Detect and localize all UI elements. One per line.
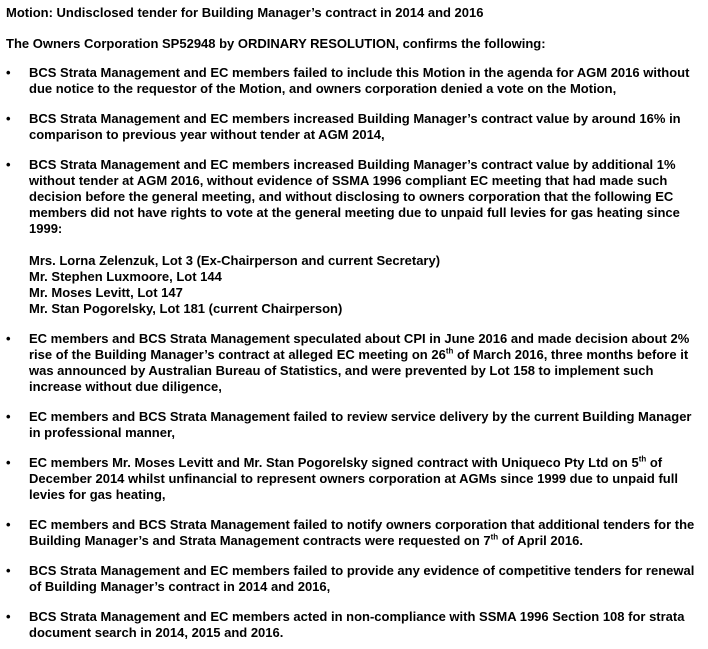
list-item-text: BCS Strata Management and EC members increased Building Manager’s contract value by additional 1% without tender at AGM 2016, without evidence of SSMA 1996 compliant EC meeting that had made such decision before the general meeting, and without disclosing to owners corporation that the following EC members did not have rights to vote at the general meeting due to unpaid full levies for gas heating since 1999: bbox=[29, 157, 680, 236]
text-segment: of April 2016. bbox=[498, 533, 583, 548]
ec-member: Mrs. Lorna Zelenzuk, Lot 3 (Ex-Chairperson and current Secretary) bbox=[29, 253, 441, 268]
ordinal-suffix: th bbox=[490, 532, 499, 542]
list-item-text: BCS Strata Management and EC members increased Building Manager’s contract value by around 16% in comparison to previous year without tender at AGM 2014, bbox=[29, 111, 681, 142]
text-segment: of March 2016, three months before it was announced by Australian Bureau of Statistics, and were prevented by Lot 158 to implement such increase without due diligence, bbox=[29, 347, 689, 394]
text-segment: EC members and BCS Strata Management failed to notify owners corporation that additional tenders for the Building Manager’s and Strata Management contracts were requested on 7 bbox=[29, 517, 695, 548]
list-item-text: EC members and BCS Strata Management failed to review service delivery by the current Building Manager in professional manner, bbox=[29, 409, 692, 440]
resolution-intro: The Owners Corporation SP52948 by ORDINARY RESOLUTION, confirms the following: bbox=[6, 36, 546, 51]
bullet-icon: • bbox=[6, 563, 11, 578]
text-segment: EC members Mr. Moses Levitt and Mr. Stan Pogorelsky signed contract with Uniqueco Pty Ltd on 5 bbox=[29, 455, 639, 470]
list-item-text bbox=[29, 331, 689, 394]
list-item bbox=[6, 409, 702, 441]
bullet-icon: • bbox=[6, 455, 11, 470]
motion-title: Motion: Undisclosed tender for Building Manager’s contract in 2014 and 2016 bbox=[6, 5, 484, 20]
ec-member: Mr. Stephen Luxmoore, Lot 144 bbox=[29, 269, 222, 284]
bullet-icon: • bbox=[6, 409, 11, 424]
bullet-icon: • bbox=[6, 111, 11, 126]
list-item bbox=[6, 111, 702, 143]
bullet-icon: • bbox=[6, 157, 11, 172]
bullet-icon: • bbox=[6, 609, 11, 624]
list-item bbox=[6, 157, 702, 317]
ec-member: Mr. Moses Levitt, Lot 147 bbox=[29, 285, 183, 300]
ec-member-list bbox=[29, 253, 702, 317]
list-item-text: BCS Strata Management and EC members failed to include this Motion in the agenda for AGM 2016 without due notice to the requestor of the Motion, and owners corporation denied a vote on the Motion, bbox=[29, 65, 690, 96]
text-segment: of December 2014 whilst unfinancial to represent owners corporation at AGMs since 1999 due to unpaid full levies for gas heating, bbox=[29, 455, 678, 502]
list-item bbox=[6, 455, 702, 503]
motion-list bbox=[6, 65, 702, 641]
bullet-icon: • bbox=[6, 517, 11, 532]
list-item bbox=[6, 65, 702, 97]
ec-member: Mr. Stan Pogorelsky, Lot 181 (current Chairperson) bbox=[29, 301, 343, 316]
list-item bbox=[6, 609, 702, 641]
list-item-text: BCS Strata Management and EC members acted in non-compliance with SSMA 1996 Section 108 for strata document search in 2014, 2015 and 2016. bbox=[29, 609, 685, 640]
bullet-icon: • bbox=[6, 331, 11, 346]
ordinal-suffix: th bbox=[638, 454, 647, 464]
list-item-text bbox=[29, 517, 694, 548]
list-item bbox=[6, 517, 702, 549]
bullet-icon: • bbox=[6, 65, 11, 80]
list-item bbox=[6, 331, 702, 395]
text-segment: EC members and BCS Strata Management speculated about CPI in June 2016 and made decision about 2% rise of the Building Manager’s contract at alleged EC meeting on 26 bbox=[29, 331, 690, 362]
ordinal-suffix: th bbox=[445, 346, 454, 356]
list-item-text: BCS Strata Management and EC members failed to provide any evidence of competitive tenders for renewal of Building Manager’s contract in 2014 and 2016, bbox=[29, 563, 695, 594]
list-item-text bbox=[29, 455, 678, 502]
list-item bbox=[6, 563, 702, 595]
